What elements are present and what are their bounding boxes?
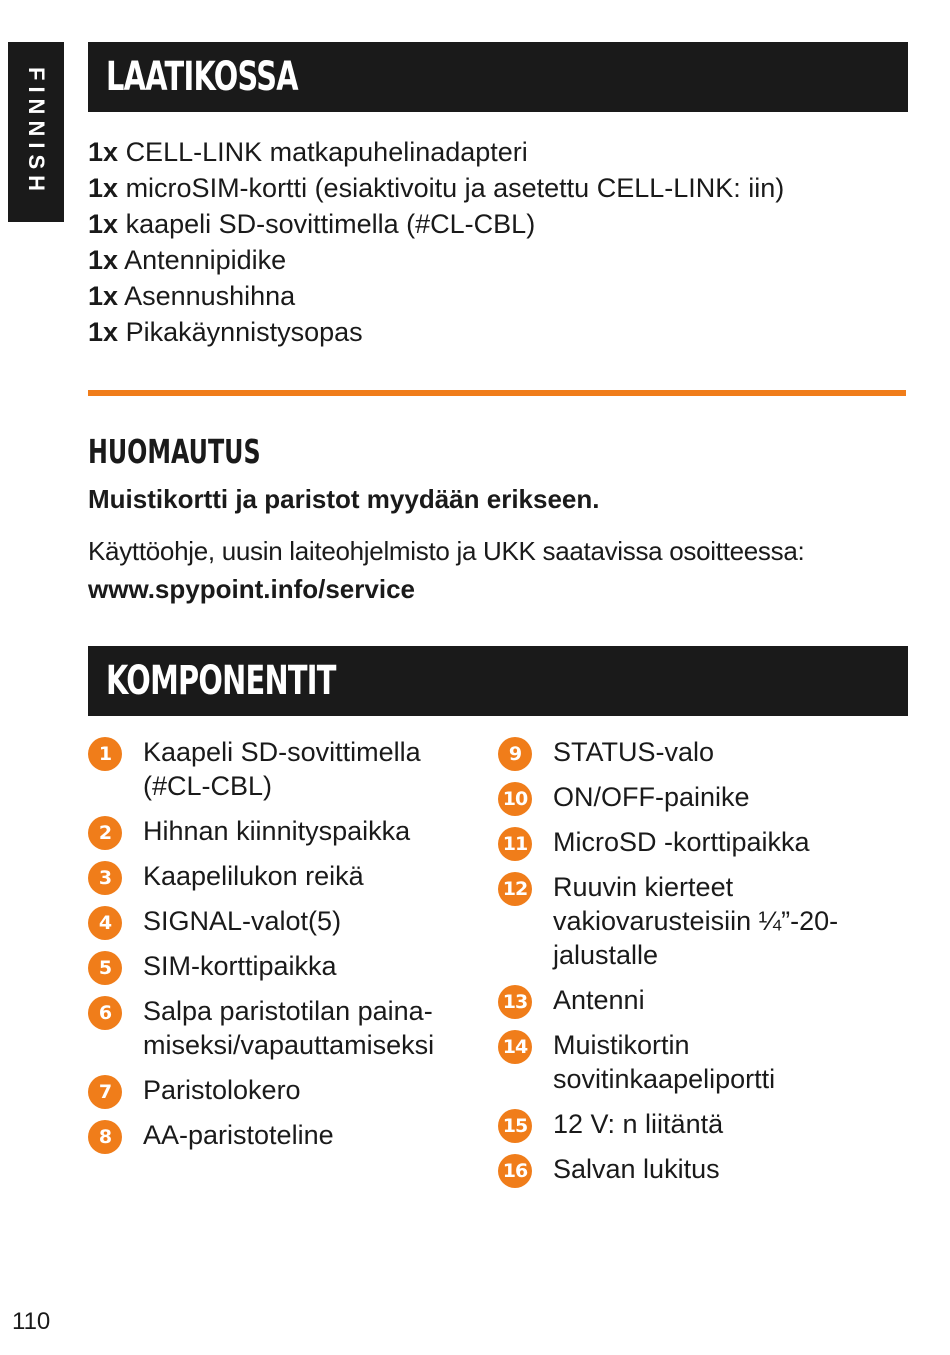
list-item [88, 206, 784, 242]
number-badge: 14 [498, 1030, 532, 1064]
component-label: Salpa paristotilan paina-miseksi/vapauttamiseksi [143, 996, 435, 1060]
note-title-text: HUOMAUTUS [88, 432, 261, 471]
language-tab-label: FINNISH [24, 67, 49, 197]
component-item [498, 735, 908, 769]
number-badge: 12 [498, 872, 532, 906]
component-item [498, 825, 908, 859]
number-badge: 8 [88, 1120, 122, 1154]
list-item [88, 134, 784, 170]
box-contents-list [88, 134, 784, 350]
number-badge: 1 [88, 737, 122, 771]
number-badge: 16 [498, 1154, 532, 1188]
number-badge: 3 [88, 861, 122, 895]
number-badge: 15 [498, 1109, 532, 1143]
list-item [88, 278, 784, 314]
number-badge: 9 [498, 737, 532, 771]
component-label: STATUS-valo [553, 737, 715, 767]
component-item [88, 904, 483, 938]
component-item [88, 814, 483, 848]
component-item [88, 949, 483, 983]
number-badge: 4 [88, 906, 122, 940]
component-item [88, 1118, 483, 1152]
number-badge: 10 [498, 782, 532, 816]
component-label: Hihnan kiinnityspaikka [143, 816, 411, 846]
list-item [88, 242, 784, 278]
component-label: Salvan lukitus [553, 1154, 720, 1184]
component-label: Kaapeli SD-sovittimella (#CL-CBL) [143, 737, 421, 801]
component-label: Kaapelilukon reikä [143, 861, 364, 891]
number-badge: 5 [88, 951, 122, 985]
item-text: Pikakäynnistysopas [125, 317, 363, 347]
language-tab [8, 42, 64, 222]
component-label: Paristolokero [143, 1075, 301, 1105]
component-label: Ruuvin kierteet vakiovarusteisiin ¼”-20-jalustalle [553, 872, 839, 970]
components-list-right [498, 735, 908, 1197]
component-item [498, 1152, 908, 1186]
box-contents-header [88, 42, 908, 112]
component-label: SIM-korttipaikka [143, 951, 337, 981]
component-item [498, 983, 908, 1017]
component-label: Muistikortin sovitinkaapeliportti [553, 1030, 776, 1094]
page-number: 110 [12, 1308, 51, 1335]
number-badge: 7 [88, 1075, 122, 1109]
list-item [88, 170, 784, 206]
note-text: Käyttöohje, uusin laiteohjelmisto ja UKK saatavissa osoitteessa: [88, 536, 805, 566]
note-bold-text: Muistikortti ja paristot myydään erikseen. [88, 484, 600, 514]
number-badge: 11 [498, 827, 532, 861]
component-label: SIGNAL-valot(5) [143, 906, 342, 936]
note-title [88, 432, 328, 471]
item-qty: 1x [88, 173, 119, 203]
component-item [88, 1073, 483, 1107]
number-badge: 6 [88, 996, 122, 1030]
components-header [88, 646, 908, 716]
component-item [88, 735, 483, 803]
component-label: MicroSD -korttipaikka [553, 827, 810, 857]
item-text: CELL-LINK matkapuhelinadapteri [125, 137, 528, 167]
component-label: Antenni [553, 985, 645, 1015]
component-item [88, 994, 483, 1062]
component-item [498, 1107, 908, 1141]
item-qty: 1x [88, 209, 119, 239]
box-contents-title: LAATIKOSSA [106, 54, 298, 100]
components-list-left [88, 735, 483, 1163]
component-item [498, 870, 908, 972]
component-label: 12 V: n liitäntä [553, 1109, 724, 1139]
item-qty: 1x [88, 137, 119, 167]
component-label: ON/OFF-painike [553, 782, 750, 812]
number-badge: 2 [88, 816, 122, 850]
section-divider [88, 390, 906, 396]
item-text: microSIM-kortti (esiaktivoitu ja asetettu CELL-LINK: iin) [125, 173, 785, 203]
item-text: Asennushihna [124, 281, 296, 311]
item-qty: 1x [88, 245, 119, 275]
item-text: Antennipidike [124, 245, 287, 275]
service-url: www.spypoint.info/service [88, 574, 415, 604]
item-text: kaapeli SD-sovittimella (#CL-CBL) [125, 209, 536, 239]
list-item [88, 314, 784, 350]
number-badge: 13 [498, 985, 532, 1019]
component-label: AA-paristoteline [143, 1120, 334, 1150]
component-item [88, 859, 483, 893]
item-qty: 1x [88, 281, 119, 311]
item-qty: 1x [88, 317, 119, 347]
component-item [498, 1028, 908, 1096]
components-title: KOMPONENTIT [106, 658, 336, 704]
component-item [498, 780, 908, 814]
